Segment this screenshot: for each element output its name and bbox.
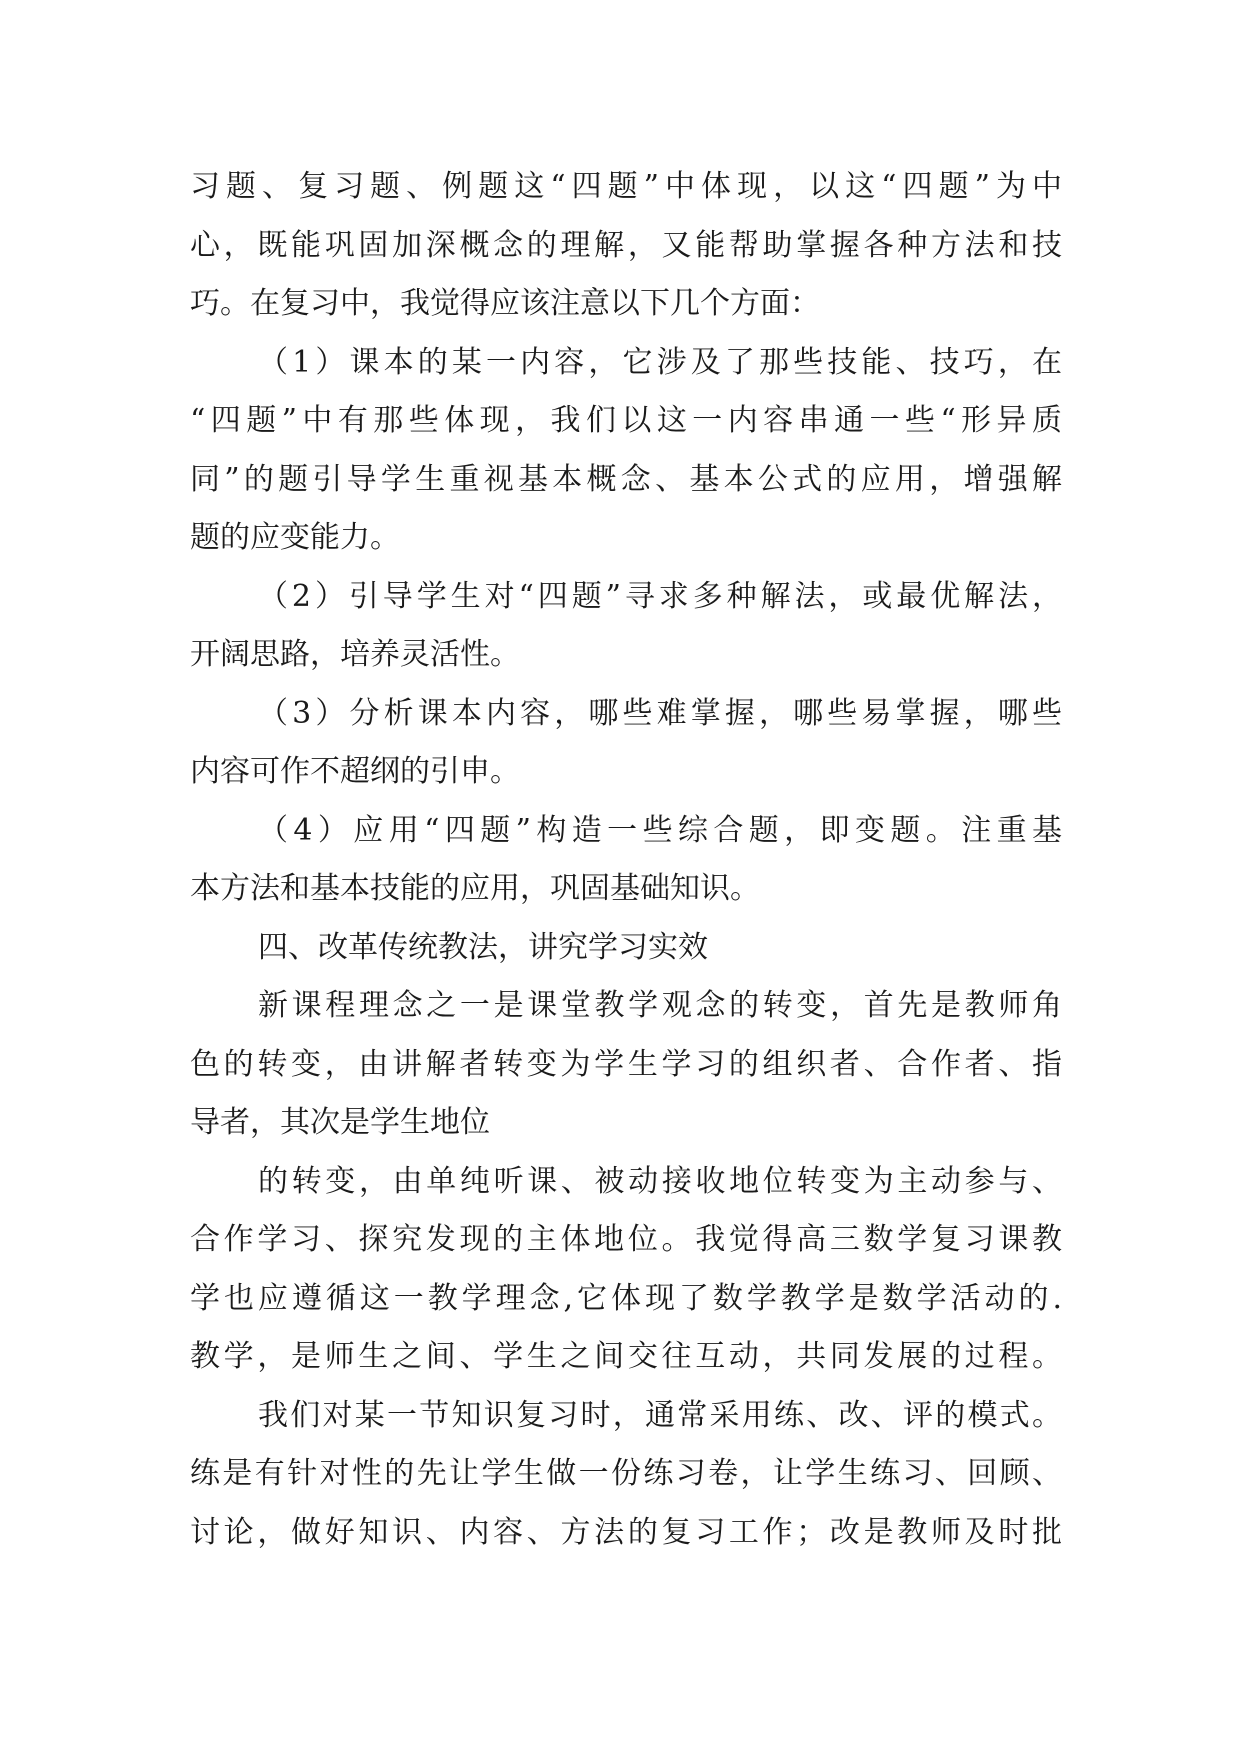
text-line-24: 讨论，做好知识、内容、方法的复习工作；改是教师及时批 (190, 1514, 1062, 1550)
document-body (190, 158, 1062, 1562)
text-line-1: 习题、复习题、例题这“四题”中体现，以这“四题”为中 (190, 169, 1062, 204)
text-line-21: 教学，是师生之间、学生之间交往互动，共同发展的过程。 (190, 1339, 1062, 1374)
text-line-23: 练是有针对性的先让学生做一份练习卷，让学生练习、回顾、 (190, 1456, 1062, 1491)
text-line-2: 心，既能巩固加深概念的理解，又能帮助掌握各种方法和技 (190, 227, 1062, 263)
text-line-6: 同”的题引导学生重视基本概念、基本公式的应用，增强解 (190, 461, 1062, 497)
text-line-20: 学也应遵循这一教学理念,它体现了数学教学是数学活动的. (190, 1280, 1062, 1316)
text-line-10: （3）分析课本内容，哪些难掌握，哪些易掌握，哪些 (258, 695, 1062, 731)
text-line-7: 题的应变能力。 (190, 520, 400, 555)
text-line-18: 的转变，由单纯听课、被动接收地位转变为主动参与、 (258, 1163, 1062, 1199)
text-line-8: （2）引导学生对“四题”寻求多种解法，或最优解法， (258, 578, 1062, 614)
text-line-19: 合作学习、探究发现的主体地位。我觉得高三数学复习课教 (190, 1222, 1062, 1257)
text-line-12: （4）应用“四题”构造一些综合题，即变题。注重基 (258, 812, 1062, 848)
text-line-3: 巧。在复习中，我觉得应该注意以下几个方面： (190, 286, 820, 321)
section-heading: 四、改革传统教法，讲究学习实效 (258, 929, 708, 965)
text-line-11: 内容可作不超纲的引申。 (190, 754, 520, 789)
text-line-15: 新课程理念之一是课堂教学观念的转变，首先是教师角 (258, 988, 1062, 1023)
text-line-17: 导者，其次是学生地位 (190, 1105, 490, 1140)
text-line-13: 本方法和基本技能的应用，巩固基础知识。 (190, 871, 760, 906)
text-line-9: 开阔思路，培养灵活性。 (190, 637, 520, 672)
text-line-16: 色的转变，由讲解者转变为学生学习的组织者、合作者、指 (190, 1046, 1062, 1082)
text-line-4: （1）课本的某一内容，它涉及了那些技能、技巧，在 (258, 344, 1062, 380)
text-line-5: “四题”中有那些体现，我们以这一内容串通一些“形异质 (190, 403, 1062, 438)
text-line-22: 我们对某一节知识复习时，通常采用练、改、评的模式。 (258, 1397, 1062, 1433)
